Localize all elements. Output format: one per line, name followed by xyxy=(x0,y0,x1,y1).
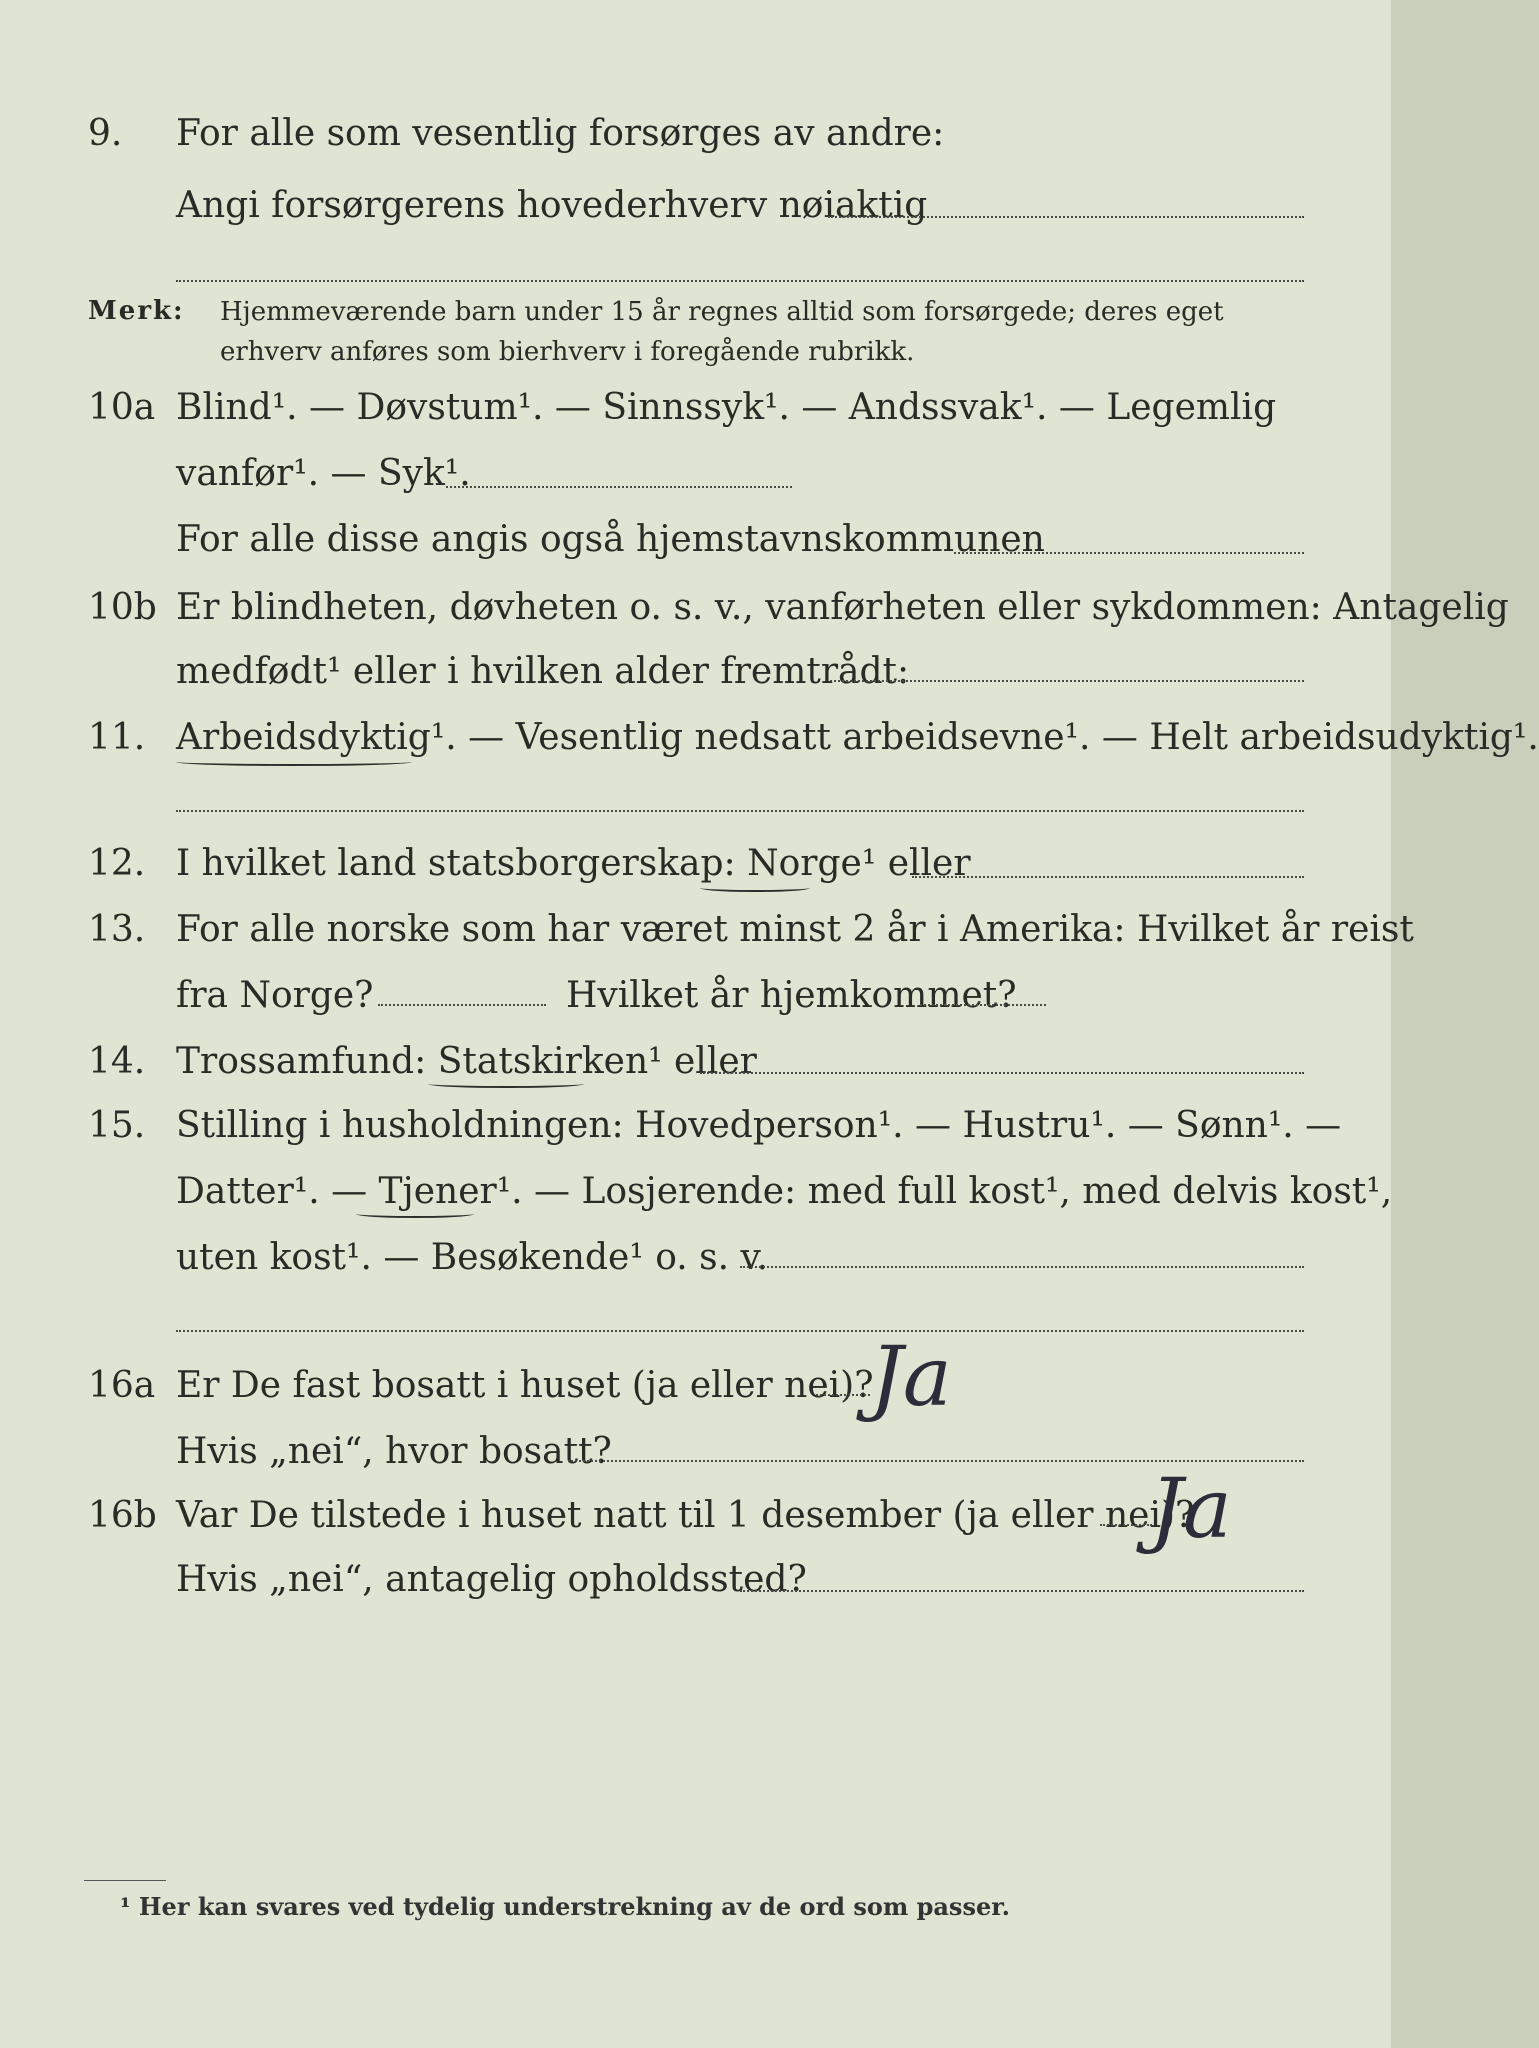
footnote-rule xyxy=(84,1880,166,1881)
q16a-number: 16a xyxy=(88,1365,156,1406)
footnote: ¹ Her kan svares ved tydelig understrekning av de ord som passer. xyxy=(120,1892,1011,1921)
q16a-line2: Hvis „nei“, hvor bosatt? xyxy=(176,1431,612,1472)
q16a-line1: Er De fast bosatt i huset (ja eller nei)? xyxy=(176,1365,874,1406)
q12-answer-line[interactable] xyxy=(912,876,1304,878)
q11-answer-line[interactable] xyxy=(176,810,1304,812)
q16b-handwritten-answer: Ja xyxy=(1150,1462,1232,1557)
q15-line1: Stilling i husholdningen: Hovedperson¹. — Hustru¹. — Sønn¹. — xyxy=(176,1105,1342,1146)
q16b-line1: Var De tilstede i huset natt til 1 desember (ja eller nei)? xyxy=(176,1495,1195,1536)
q13-line1: For alle norske som har været minst 2 år i Amerika: Hvilket år reist xyxy=(176,909,1414,950)
q10b-line1: Er blindheten, døvheten o. s. v., vanførheten eller sykdommen: Antagelig xyxy=(176,587,1509,628)
q10a-sick-line[interactable] xyxy=(446,486,792,488)
q15-number: 15. xyxy=(88,1105,146,1146)
q15-underline-mark xyxy=(356,1210,474,1218)
q10a-home-line[interactable] xyxy=(954,552,1304,554)
q14-answer-line[interactable] xyxy=(700,1072,1304,1074)
q12-underline-mark xyxy=(700,884,810,892)
q13-return-line[interactable] xyxy=(920,1004,1046,1006)
q11-underline-mark xyxy=(176,758,412,766)
merk-text: Hjemmeværende barn under 15 år regnes alltid som forsørgede; deres eget erhverv anføres som bierhverv i foregående rubrikk. xyxy=(220,297,1224,367)
q10b-line2: medfødt¹ eller i hvilken alder fremtrådt: xyxy=(176,651,910,692)
q16b-location-line[interactable] xyxy=(740,1590,1304,1592)
q11-number: 11. xyxy=(88,717,146,758)
q12-line1: I hvilket land statsborgerskap: Norge¹ eller xyxy=(176,843,971,884)
q9-number: 9. xyxy=(88,113,123,154)
q15-answer-line-2[interactable] xyxy=(176,1330,1304,1332)
merk-label: Merk: xyxy=(88,296,185,326)
q10b-answer-line[interactable] xyxy=(830,680,1304,682)
q16b-answer-line[interactable] xyxy=(1100,1524,1152,1526)
q15-line3: uten kost¹. — Besøkende¹ o. s. v. xyxy=(176,1237,769,1278)
q11-line1: Arbeidsdyktig¹. — Vesentlig nedsatt arbeidsevne¹. — Helt arbeidsudyktig¹. xyxy=(176,717,1539,758)
q13-line2b: Hvilket år hjemkommet? xyxy=(566,975,1017,1016)
q10a-line1: Blind¹. — Døvstum¹. — Sinnssyk¹. — Andssvak¹. — Legemlig xyxy=(176,387,1277,428)
q14-number: 14. xyxy=(88,1041,146,1082)
q13-departure-line[interactable] xyxy=(378,1004,546,1006)
q9-answer-line-2[interactable] xyxy=(176,280,1304,282)
q13-number: 13. xyxy=(88,909,146,950)
q9-line1: For alle som vesentlig forsørges av andre: xyxy=(176,113,945,154)
q10a-number: 10a xyxy=(88,387,156,428)
q12-number: 12. xyxy=(88,843,146,884)
q10a-line2: vanfør¹. — Syk¹. xyxy=(176,453,471,494)
q13-line2a: fra Norge? xyxy=(176,975,374,1016)
q14-underline-mark xyxy=(428,1080,584,1088)
q15-line2: Datter¹. — Tjener¹. — Losjerende: med full kost¹, med delvis kost¹, xyxy=(176,1171,1393,1212)
q14-line1: Trossamfund: Statskirken¹ eller xyxy=(176,1041,757,1082)
q10a-line3: For alle disse angis også hjemstavnskommunen xyxy=(176,519,1045,560)
q16a-handwritten-answer: Ja xyxy=(870,1330,952,1425)
q15-answer-line[interactable] xyxy=(740,1266,1304,1268)
q10b-number: 10b xyxy=(88,587,157,628)
q16a-answer-line[interactable] xyxy=(816,1394,870,1396)
q16b-line2: Hvis „nei“, antagelig opholdssted? xyxy=(176,1559,807,1600)
q9-answer-line[interactable] xyxy=(828,216,1304,218)
q16b-number: 16b xyxy=(88,1495,157,1536)
q9-line2: Angi forsørgerens hovederhverv nøiaktig xyxy=(176,185,928,226)
